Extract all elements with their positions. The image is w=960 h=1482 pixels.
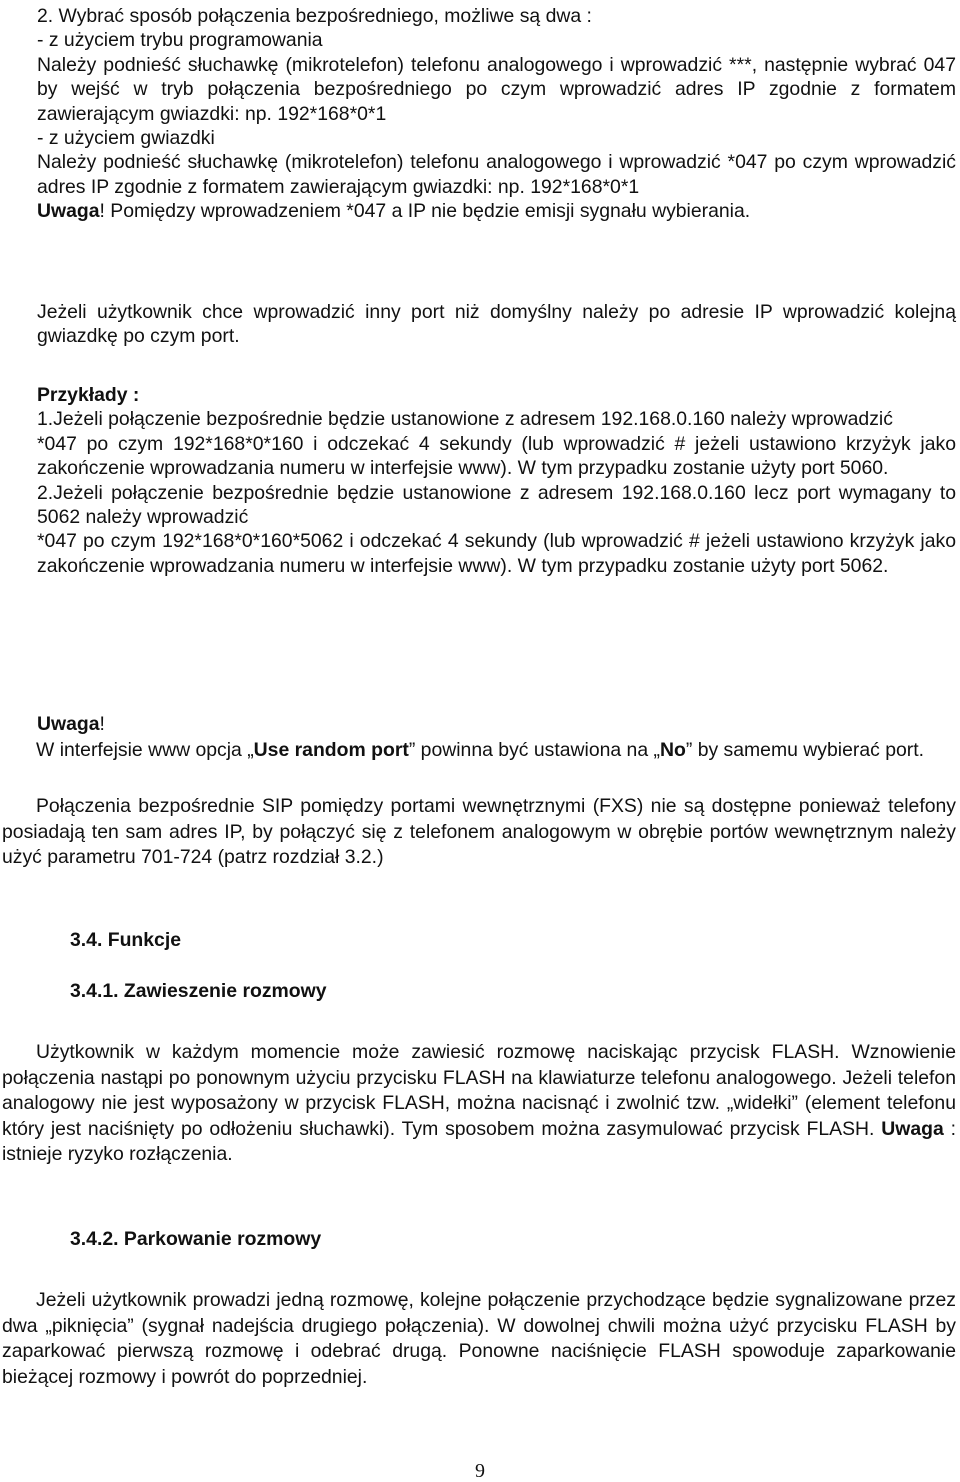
examples-heading: Przykłady : <box>37 384 140 406</box>
star-option: - z użyciem gwiazdki <box>37 127 215 150</box>
page-number: 9 <box>475 1460 485 1482</box>
programming-mode-instructions: Należy podnieść słuchawkę (mikrotelefon) telefonu analogowego i wprowadzić ***, następnie wybrać 047 by wejść w tryb połączenia bezpośredniego po czym wprowadzić adres IP zgodnie z formatem zawierającym gwiazdki: np. 192*168*0*1 <box>37 53 956 125</box>
section-3-4-title: 3.4. Funkcje <box>70 929 182 951</box>
section-3-4-2-title: 3.4.2. Parkowanie rozmowy <box>70 1228 322 1250</box>
no-value: No <box>659 739 686 761</box>
programming-mode-option: - z użyciem trybu programowania <box>37 29 323 52</box>
direct-connection-methods <box>37 4 956 224</box>
example-1-intro: 1.Jeżeli połączenie bezpośrednie będzie ustanowione z adresem 192.168.0.160 należy wprowadzić <box>37 408 893 431</box>
warning-label: Uwaga! <box>37 713 105 735</box>
section-3-4-1-title: 3.4.1. Zawieszenie rozmowy <box>70 980 327 1002</box>
example-1-steps: *047 po czym 192*168*0*160 i odczekać 4 sekundy (lub wprowadzić # jeżeli ustawiono krzyżyk jako zakończenie wprowadzania numeru w interfejsie www). W tym przypadku zostanie użyty port 5060. <box>37 432 956 480</box>
random-port-note: W interfejsie www opcja „Use random port” powinna być ustawiona na „No” by samemu wybierać port. <box>36 739 924 761</box>
example-2-steps: *047 po czym 192*168*0*160*5062 i odczekać 4 sekundy (lub wprowadzić # jeżeli ustawiono krzyżyk jako zakończenie wprowadzania numeru w interfejsie www). W tym przypadku zostanie użyty port 5062. <box>37 530 956 577</box>
uwaga-label-2: Uwaga <box>881 1117 944 1140</box>
custom-port-note: Jeżeli użytkownik chce wprowadzić inny port niż domyślny należy po adresie IP wprowadzić kolejną gwiazdkę po czym port. <box>37 301 956 348</box>
step2-heading: 2. Wybrać sposób połączenia bezpośredniego, możliwe są dwa : <box>37 5 592 27</box>
step2-note: Uwaga! Pomiędzy wprowadzeniem *047 a IP nie będzie emisji sygnału wybierania. <box>37 200 751 223</box>
internal-ports-note: Połączenia bezpośrednie SIP pomiędzy portami wewnętrznymi (FXS) nie są dostępne ponieważ telefony posiadają ten sam adres IP, by połączyć się z telefonem analogowym w obrębie portów wewnętrznym należy użyć parametru 701-724 (patrz rozdział 3.2.) <box>2 795 956 868</box>
examples-section <box>37 383 956 578</box>
example-2-intro: 2.Jeżeli połączenie bezpośrednie będzie ustanowione z adresem 192.168.0.160 lecz port wymagany to 5062 należy wprowadzić <box>37 481 956 529</box>
uwaga-label: Uwaga <box>37 200 100 223</box>
use-random-port-option: Use random port <box>253 739 409 761</box>
call-parking-description: Jeżeli użytkownik prowadzi jedną rozmowę, kolejne połączenie przychodzące będzie sygnalizowane przez dwa „piknięcia” (sygnał nadejścia drugiego połączenia). W dowolnej chwili można użyć przycisku FLASH by zaparkować pierwszą rozmowę i odebrać drugą. Ponowne naciśnięcie FLASH spowoduje zaparkowanie bieżącej rozmowy i powrót do poprzedniej. <box>2 1289 956 1388</box>
star-option-instructions: Należy podnieść słuchawkę (mikrotelefon) telefonu analogowego i wprowadzić *047 po czym wprowadzić adres IP zgodnie z formatem zawierającym gwiazdki: np. 192*168*0*1 <box>37 151 956 198</box>
hold-call-description: Użytkownik w każdym momencie może zawiesić rozmowę naciskając przycisk FLASH. Wznowienie połączenia nastąpi po ponownym użyciu przycisku FLASH na klawiaturze telefonu analogowego. Jeżeli telefon analogowy nie jest wyposażony w przycisk FLASH, można nacisnąć i zwolnić tzw. „widełki” (element telefonu który jest naciśnięty po odłożeniu słuchawki). Tym sposobem można zasymulować przycisk FLASH. Uwaga : istnieje ryzyko rozłączenia. <box>2 1041 956 1166</box>
